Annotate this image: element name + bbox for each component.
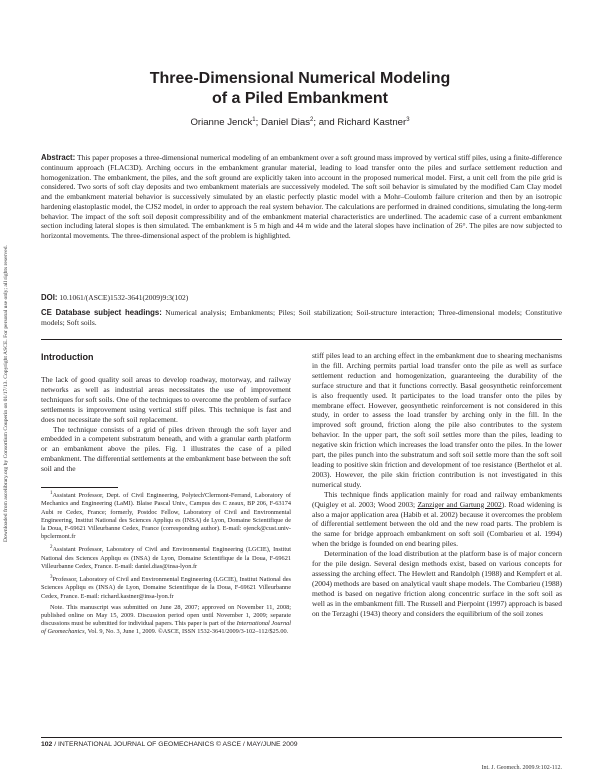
title-line-2: of a Piled Embankment xyxy=(211,90,389,107)
note-text: , Vol. 9, No. 3, June 1, 2009. ©ASCE, ISSN 1532-3641/2009/3-102–112/$25.00. xyxy=(84,628,289,636)
journal-name: International Journal of Geomechanics xyxy=(41,620,291,636)
body-paragraph: stiff piles lead to an arching effect in the embankment due to shearing mechanisms in the fill. Arching permits partial load transfer onto the pile as well as surface settlement reduction and homogenization, guaranteeing the durability of the surface structure and that it functions correctly. Basal geosynthetic reinforcement is also frequently used. It participates to the load transfer onto the piles by membrane effect. However, geosynthetic reinforcement is not considered in this study, in order to assess the load transfer by arching only in the fill. In the improved soft ground, friction along the pile also contributes to the system behavior. In the upper part, the soft soil settles more than the piles, leading to negative skin friction which increases the load transfer onto the piles. In the lower part, the piles punch into the substratum and soft soil settle more than the soft soil leading to positive skin friction and development of toe resistance (Berthelot et al. 2003). However, the pile skin friction contribution is not investigated in this numerical study. xyxy=(312,351,562,489)
author-list xyxy=(60,117,540,128)
footnote-text: Professor, Laboratory of Civil and Environmental Engineering (LGCIE), Institut National des Sciences Appliqu es (INSA) de Lyon, Domaine Scientifique de la Doua, F-69621 Villeurbanne Cedex, France. E-mail: richard.kastner@insa-lyon.fr xyxy=(41,576,291,600)
left-column xyxy=(41,352,291,474)
paper-title xyxy=(60,69,540,109)
introduction-heading: Introduction xyxy=(41,352,94,362)
subject-headings xyxy=(41,308,562,328)
reference-link[interactable]: Zanziger and Gartung 2002 xyxy=(417,499,502,509)
footnotes xyxy=(41,490,291,640)
doi-line xyxy=(41,293,188,302)
author-affiliation-mark: 3 xyxy=(406,117,410,123)
intro-paragraph: The technique consists of a grid of piles driven through the soft layer and embedded in a competent substratum beneath, and with a granular earth platform or an embankment above the piles. Fig. 1 illustrates the case of a piled embankment. The differential settlements at the embankment base between the soft soil and the xyxy=(41,424,291,474)
footer-rule xyxy=(41,737,562,738)
author-name: Richard Kastner xyxy=(337,117,407,129)
abstract-text: This paper proposes a three-dimensional numerical modeling of an embankment over a soft ground mass improved by vertical stiff piles, using a finite-difference continuum approach (FLAC3D). Arching occurs in the embankment granular material, leading to load transfer onto the piles and surface settlement reduction and homogenization. The embankment, the piles, and the soft ground are explicitly taken into account in the proposed numerical model. First, a unit cell from the pile grid is considered. Two sorts of soft clay deposits and two embankment materials are successively modeled. The soft soil behavior is simulated by the modified Cam Clay model and the embankment material behavior is successively simulated by an elastic perfectly plastic model with a Mohr–Coulomb failure criterion and then by an isotropic hardening elastoplastic model, the CJS2 model, in order to approach the real system behavior. The calculations are performed in drained conditions, simulating the long-term behavior. The impact of the soft soil deposit compressibility and of the embankment material characteristics are underlined. The academic case of a current embankment section including lateral slopes is then simulated. The embankment is 5 m high and 44 m wide and the lateral slopes have inclination of 26°. The piles are now subjected to horizontal movements. The three-dimensional aspect of the problem is highlighted. xyxy=(41,153,562,240)
subject-label: CE Database subject headings: xyxy=(41,308,162,317)
citation-footer: Int. J. Geomech. 2009.9:102-112. xyxy=(481,765,562,771)
download-side-note: Downloaded from ascelibrary.org by Consortium Couperin on 01/17/13. Copyright ASCE. For personal use only; all rights reserved. xyxy=(3,245,9,542)
introduction-body xyxy=(41,375,291,474)
footnote-mark: 1 xyxy=(50,491,53,496)
intro-paragraph: The lack of good quality soil areas to develop roadway, motorway, and railway networks as well as industrial areas necessitates the use of improvement techniques for soft soils. One of the techniques to overcome the problem of surface settlements is improvement using vertical stiff piles. This technique is fast and does not necessitate the soft soil replacement. xyxy=(41,375,291,424)
subject-text: Numerical analysis; Embankments; Piles; Soil stabilization; Soil-structure interaction; Three-dimensional models; Constitutive models; Soft soils. xyxy=(41,308,563,327)
footnote-mark: 2 xyxy=(50,545,53,551)
author-affiliation-mark: 2 xyxy=(310,117,314,123)
doi-label: DOI: xyxy=(41,293,58,302)
page-number: 102 xyxy=(41,741,53,748)
right-column xyxy=(312,351,562,618)
journal-footer: / INTERNATIONAL JOURNAL OF GEOMECHANICS © ASCE / MAY/JUNE 2009 xyxy=(52,741,298,748)
footnote xyxy=(41,544,291,571)
paragraph-text: ). Road widening is also a major application area (Habib et al. 2002) because it overcomes the problem of differential settlement between the old and the new road parts. The problem is the same for bridge approach embankment on soft soil (Combarieu et al. 1994) when the bridge is founded on end bearing piles. xyxy=(312,499,562,549)
abstract xyxy=(41,153,562,241)
page-footer xyxy=(41,741,298,748)
author-name: Orianne Jenck xyxy=(190,117,253,129)
footnote-rule xyxy=(41,487,118,488)
submission-note xyxy=(41,604,291,637)
abstract-label: Abstract: xyxy=(41,153,76,162)
footnote-text: Assistant Professor, Dept. of Civil Engineering, Polytech'Clermont-Ferrand, Laboratory of Mechanics and Engineering (LaMI). Blaise Pascal Univ., Campus des C zeaux, BP 206, F-63174 Aubi re Cedex, France; formerly, Postdoc Fellow, Laboratory of Civil and Environmental Engineering, Institut National des Sciences Appliqu es (INSA) de Lyon, Domaine Scientifique de la Doua, F-69621 Villeurbanne Cedex, France (corresponding author). E-mail: ojenck@cust.univ-bpclermont.fr xyxy=(41,492,291,541)
body-paragraph xyxy=(312,490,562,549)
author-name: Daniel Dias xyxy=(260,117,311,129)
note-text: Note. This manuscript was submitted on June 28, 2007; approved on November 11, 2008; published online on May 15, 2009. Discussion period open until November 1, 2009; separate discussions must be submitted for individual papers. This paper is part of the xyxy=(41,603,291,628)
author-affiliation-mark: 1 xyxy=(252,117,256,123)
section-divider xyxy=(41,339,562,340)
doi-value: 10.1061/(ASCE)1532-3641(2009)9:3(102) xyxy=(59,293,189,302)
title-line-1: Three-Dimensional Numerical Modeling xyxy=(149,70,451,87)
footnote xyxy=(41,490,291,541)
body-paragraph: Determination of the load distribution at the platform base is of major concern for the pile design. Several design methods exist, based on various concepts for assessing the arching effect. The Hewlett and Randolph (1988) and Kempfert et al. (2004) methods are based on analytical vault shape models. The Combarieu (1988) method is based on negative friction along concentric surface in the soft soil as well as in the embankment fill. The Russell and Pierpoint (1997) approach is based on the Terzaghi (1943) theory and considers the equilibrium of the soil zones xyxy=(312,549,562,618)
author-separator: ; xyxy=(255,117,261,129)
author-separator: ; and xyxy=(313,117,338,129)
paragraph-text: This technique finds application mainly for road and railway embankments (Quigley et al. 2003; Wood 2003; xyxy=(312,489,562,509)
footnote-mark: 3 xyxy=(50,575,53,581)
footnote xyxy=(41,574,291,601)
footnote-text: Assistant Professor, Laboratory of Civil and Environmental Engineering (LGCIE), Institut National des Sciences Appliqu es (INSA) de Lyon, Domaine Scientifique de la Doua, F-69621 Villeurbanne Cedex, France. E-mail: daniel.dias@insa-lyon.fr xyxy=(41,546,291,570)
